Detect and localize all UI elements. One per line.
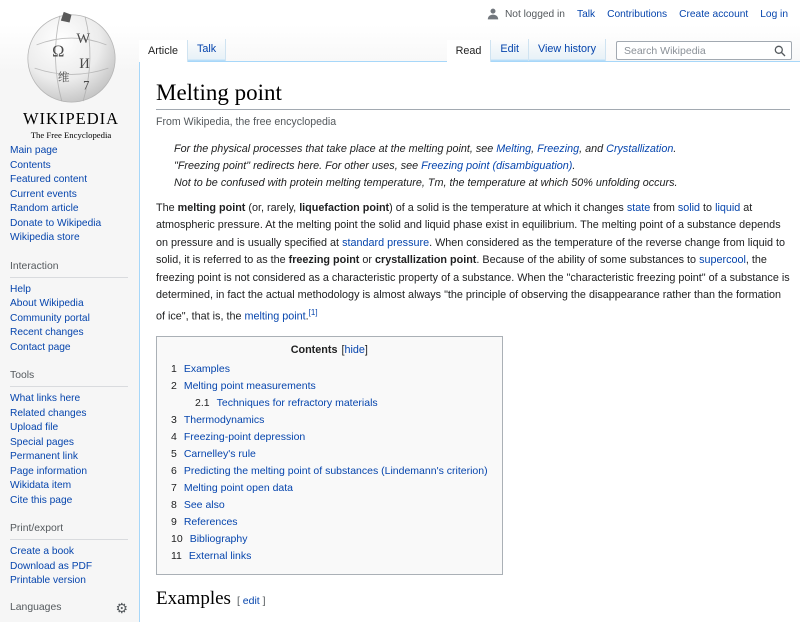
tab[interactable]	[491, 39, 529, 61]
sidebar-navigation	[10, 144, 134, 246]
sidebar-list-item	[10, 494, 134, 509]
toc-label: Examples	[183, 363, 230, 376]
text-segment: . Because of the ability of some substances to	[476, 254, 700, 267]
inline-link[interactable]: supercool	[699, 254, 746, 267]
toc-label: Techniques for refractory materials	[216, 397, 378, 410]
svg-text:И: И	[78, 56, 90, 73]
sidebar-link[interactable]: Featured content	[10, 174, 88, 185]
sidebar-list-item	[10, 560, 134, 575]
text-segment: ,	[531, 143, 538, 155]
tab-label: Talk	[197, 43, 217, 55]
toc-link[interactable]	[171, 482, 293, 494]
text-segment: , and	[579, 143, 607, 155]
tab[interactable]	[447, 40, 492, 62]
sidebar-list-item	[10, 574, 134, 589]
sidebar-tools	[10, 392, 134, 508]
toc-number: 8	[171, 499, 177, 512]
hatnote	[174, 175, 790, 192]
inline-link[interactable]: liquid	[715, 202, 741, 214]
toc-item	[171, 429, 488, 446]
inline-link[interactable]: Melting	[496, 143, 532, 155]
sidebar-list-item	[10, 202, 134, 217]
sidebar-link[interactable]: Page information	[10, 465, 88, 477]
user-icon	[487, 8, 499, 20]
tab-label: Read	[455, 45, 482, 57]
toc-item	[171, 361, 488, 378]
sidebar-list-item	[10, 231, 134, 246]
inline-link[interactable]: melting point	[244, 311, 306, 324]
sidebar-list-item	[10, 217, 134, 232]
wikipedia-globe-icon	[23, 8, 120, 105]
page-title: Melting point	[156, 80, 790, 110]
toc-link[interactable]	[171, 431, 305, 443]
sidebar-print-export	[10, 545, 134, 589]
section-heading-examples	[156, 588, 790, 610]
text-segment: The	[156, 202, 178, 214]
sidebar-link[interactable]: Random article	[10, 203, 79, 214]
sidebar-link[interactable]: What links here	[10, 393, 81, 404]
toc-number: 2	[171, 380, 177, 393]
site-subtitle: From Wikipedia, the free encyclopedia	[156, 116, 337, 128]
sidebar-link[interactable]: Related changes	[10, 407, 87, 419]
sidebar-link[interactable]: Contents	[10, 159, 51, 171]
personal-bar-links	[505, 9, 788, 20]
sidebar-heading-print-export: Print/export	[10, 523, 128, 540]
sidebar-list-item	[10, 465, 134, 480]
personal-bar-link[interactable]: Create account	[679, 8, 749, 20]
toc-list	[171, 361, 488, 565]
sidebar-heading-tools: Tools	[10, 370, 128, 387]
toc-number: 10	[171, 533, 183, 546]
toc-number: 5	[171, 448, 177, 461]
sidebar-list-item	[10, 479, 134, 494]
right-tabs	[447, 39, 606, 61]
toc-link[interactable]	[171, 414, 264, 426]
gear-icon[interactable]: ⚙	[115, 599, 128, 616]
text-segment: , the freezing point is not considered as a characteristic property of a substance. When the "characteristic freezing point" of a substance is determined, in fact the actual methodology is almost always "the principle of observing the disappearance rather than the formation of ice", that is, the	[156, 254, 790, 324]
toc-link[interactable]	[171, 550, 251, 562]
sidebar-list-item	[10, 159, 134, 174]
bracket: ]	[262, 595, 266, 608]
text-segment: at atmospheric pressure. At the melting point the solid and liquid phase exist in equilibrium. The melting point of a substance depends on pressure and is usually specified at	[156, 202, 781, 249]
toc-label: Melting point measurements	[183, 380, 316, 393]
toc-item	[171, 548, 488, 565]
toc-item	[171, 446, 488, 463]
text-segment: to	[700, 202, 716, 214]
tab[interactable]	[188, 39, 226, 61]
sidebar-list-item	[10, 173, 134, 188]
sidebar-heading-languages: Languages	[10, 602, 62, 613]
toc-title: Contents	[290, 344, 338, 357]
sidebar-link[interactable]: Contact page	[10, 341, 71, 353]
toc-number: 11	[171, 550, 182, 563]
search-box	[616, 41, 792, 60]
table-of-contents	[156, 336, 503, 575]
text-segment: "Freezing point" redirects here. For other uses, see	[174, 160, 422, 172]
text-segment: (or, rarely,	[245, 202, 300, 214]
toc-number: 3	[171, 414, 177, 427]
sidebar-link[interactable]: Printable version	[10, 575, 86, 586]
text-segment: liquefaction point	[299, 202, 390, 214]
toc-item	[171, 378, 488, 395]
tab-label: Edit	[500, 43, 519, 55]
intro-paragraph	[156, 200, 790, 326]
search-input[interactable]	[622, 44, 774, 58]
tab[interactable]	[139, 40, 188, 62]
inline-link[interactable]: state	[626, 202, 651, 214]
tab-label: Article	[148, 45, 178, 57]
text-segment: For the physical processes that take place at the melting point, see	[174, 143, 497, 155]
toc-number: 7	[171, 482, 177, 495]
text-segment: ) of a solid is the temperature at which it changes	[389, 202, 627, 214]
logo-tagline: The Free Encyclopedia	[30, 130, 112, 140]
sidebar-heading-interaction: Interaction	[10, 261, 128, 278]
tab-bar	[139, 40, 800, 62]
toc-item	[171, 480, 488, 497]
text-segment: .	[305, 311, 309, 324]
toc-label: External links	[188, 550, 252, 563]
toc-link[interactable]	[171, 448, 256, 460]
sidebar-list-item	[10, 545, 134, 560]
toc-header	[171, 344, 488, 356]
logo-wordmark: WIKIPEDIA	[22, 109, 120, 128]
inline-link[interactable]: Freezing	[537, 143, 580, 155]
toc-number: 6	[171, 465, 177, 478]
section-heading-text: Examples	[156, 588, 231, 610]
svg-text:Ω: Ω	[51, 41, 64, 61]
toc-link[interactable]	[171, 533, 247, 545]
sidebar-link[interactable]: Help	[10, 283, 31, 295]
right-tabs-and-search	[447, 39, 800, 61]
sidebar-list-item	[10, 450, 134, 465]
left-tabs	[139, 39, 226, 61]
edit-section-link[interactable]: edit	[242, 595, 260, 608]
sidebar-link[interactable]: Upload file	[10, 422, 59, 433]
sidebar-languages-row	[10, 599, 128, 616]
toc-number: 4	[171, 431, 177, 444]
toc-label: Melting point open data	[183, 482, 294, 495]
sidebar-link[interactable]: About Wikipedia	[10, 298, 84, 309]
svg-text:W: W	[75, 30, 90, 47]
sidebar-list-item	[10, 421, 134, 436]
personal-bar-link[interactable]: Not logged in	[504, 8, 565, 20]
sidebar-list-item	[10, 392, 134, 407]
toc-label: Predicting the melting point of substances (Lindemann's criterion)	[183, 465, 488, 478]
sidebar-interaction	[10, 283, 134, 356]
sidebar-list-item	[10, 326, 134, 341]
sidebar-link[interactable]: Recent changes	[10, 327, 84, 338]
inline-link[interactable]: standard pressure	[342, 236, 430, 249]
sidebar-list-item	[10, 297, 134, 312]
svg-text:7: 7	[82, 78, 89, 93]
toc-item	[195, 395, 488, 412]
toc-link[interactable]	[171, 499, 225, 511]
toc-link[interactable]	[171, 380, 316, 392]
text-segment: . When considered as the temperature of the reverse change from liquid to solid, it is referred to as the	[156, 236, 785, 267]
sidebar-list-item	[10, 144, 134, 159]
personal-bar	[487, 8, 788, 20]
inline-link[interactable]: Freezing point (disambiguation)	[421, 160, 573, 172]
toc-link[interactable]	[171, 465, 488, 477]
sidebar-link[interactable]: Create a book	[10, 546, 74, 557]
personal-bar-link[interactable]: Talk	[576, 8, 596, 20]
text-segment: freezing point	[288, 254, 360, 267]
sidebar	[10, 140, 134, 614]
search-icon[interactable]	[774, 45, 786, 57]
wikipedia-logo[interactable]	[10, 8, 132, 140]
toc-item	[171, 412, 488, 429]
toc-item	[171, 497, 488, 514]
text-segment: .	[673, 143, 677, 155]
inline-link[interactable]: [1]	[308, 308, 318, 318]
tab-label: View history	[537, 43, 596, 55]
text-segment: Not to be confused with protein melting temperature, Tm, the temperature at which 50% unfolding occurs.	[174, 177, 678, 189]
bracket: ]	[364, 344, 368, 357]
sidebar-list-item	[10, 188, 134, 203]
toc-item	[171, 514, 488, 531]
tab[interactable]	[529, 39, 606, 61]
svg-text:维: 维	[57, 70, 70, 84]
sidebar-list-item	[10, 312, 134, 327]
hatnote	[174, 141, 790, 158]
toc-number: 9	[171, 516, 177, 529]
personal-bar-link[interactable]: Log in	[760, 8, 788, 20]
toc-link[interactable]	[171, 516, 238, 528]
sidebar-link[interactable]: Permanent link	[10, 451, 78, 462]
toc-label: See also	[183, 499, 225, 512]
sidebar-list-item	[10, 407, 134, 422]
sidebar-list-item	[10, 283, 134, 298]
text-segment: .	[572, 160, 576, 172]
bracket: [	[341, 344, 345, 357]
text-segment: melting point	[177, 202, 246, 214]
hatnote	[174, 158, 790, 175]
sidebar-link[interactable]: Download as PDF	[10, 560, 93, 572]
toc-item	[171, 463, 488, 480]
sidebar-link[interactable]: Cite this page	[10, 494, 73, 506]
toc-link[interactable]	[195, 397, 378, 409]
toc-label: References	[183, 516, 238, 529]
sidebar-link[interactable]: Community portal	[10, 312, 90, 324]
inline-link[interactable]: Crystallization	[606, 143, 674, 155]
sidebar-link[interactable]: Wikidata item	[10, 480, 72, 491]
toc-link[interactable]	[171, 363, 230, 375]
sidebar-link[interactable]: Special pages	[10, 436, 75, 448]
toc-number: 2.1	[195, 397, 210, 410]
hatnotes	[174, 141, 790, 192]
sidebar-link[interactable]: Wikipedia store	[10, 232, 80, 243]
toc-label: Carnelley's rule	[183, 448, 256, 461]
text-segment: from	[650, 202, 678, 214]
sidebar-list-item	[10, 341, 134, 356]
toc-label: Bibliography	[189, 533, 248, 546]
toc-label: Freezing-point depression	[183, 431, 306, 444]
bracket: [	[236, 595, 240, 608]
toc-label: Thermodynamics	[183, 414, 265, 427]
toc-hide-link[interactable]: hide	[344, 344, 365, 357]
content-area	[139, 62, 800, 622]
inline-link[interactable]: solid	[677, 202, 701, 214]
text-segment: crystallization point	[375, 254, 477, 267]
sidebar-link[interactable]: Donate to Wikipedia	[10, 217, 102, 229]
text-segment: or	[359, 254, 376, 267]
sidebar-link[interactable]: Main page	[10, 145, 58, 156]
sidebar-list-item	[10, 436, 134, 451]
toc-number: 1	[171, 363, 177, 376]
personal-bar-link[interactable]: Contributions	[607, 8, 668, 20]
toc-item	[171, 531, 488, 548]
sidebar-link[interactable]: Current events	[10, 188, 77, 200]
